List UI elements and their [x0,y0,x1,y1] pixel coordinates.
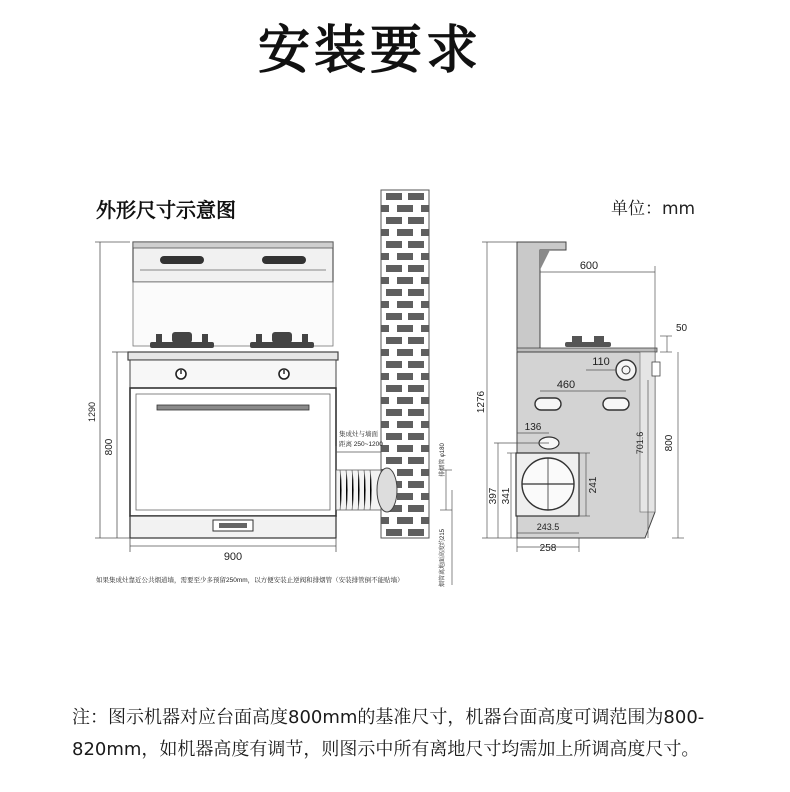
burner-left [150,332,214,348]
oven-handle [157,405,309,410]
front-view [87,190,452,587]
side-dim-243-5: 243.5 [536,522,560,532]
page-title: 安装要求 [257,21,482,81]
side-slot-right [603,398,629,410]
dim-width: 900 [223,551,243,563]
side-dim-136: 136 [524,422,542,433]
duct-diameter-label: 排烟管 φ180 [440,443,446,477]
hood-vent-left [160,256,204,264]
side-dim-460: 460 [556,379,576,391]
installation-note: 注：图示机器对应台面高度800mm的基准尺寸，机器台面高度可调范围为800-820mm，如机器高度有调节，则图示中所有离地尺寸均需加上所调高度尺寸。 [72,707,705,760]
side-dim-110: 110 [592,356,610,368]
side-view [476,242,688,554]
wall-distance-value: 距离 250~1200 [339,441,383,448]
wall-distance-label: 集成灶与墙面 [339,431,378,438]
dim-total-height: 1290 [87,401,97,423]
side-dim-600: 600 [579,260,599,272]
dim-body-height: 800 [104,438,115,456]
side-dim-241: 241 [588,476,599,494]
side-dim-height: 1276 [476,390,487,414]
hood-vent-right [262,256,306,264]
side-dim-800: 800 [664,434,675,452]
unit-label: 单位：mm [611,199,696,219]
side-slot-left [535,398,561,410]
duct-flange [377,468,397,512]
section-title: 外形尺寸示意图 [96,198,236,222]
side-dim-50: 50 [676,323,688,334]
side-outlet [616,360,636,380]
front-footnote: 如果集成灶靠近公共烟道墙，需要至少多预留250mm，以方便安装止逆阀和排烟管（安装排管倒不能贴墙） [96,577,404,584]
side-dim-258: 258 [539,543,557,554]
side-dim-701-6: 701.6 [635,431,645,455]
duct-height-label: 烟管离地面高度约215 [440,528,446,588]
countertop [128,352,338,360]
side-dim-341: 341 [501,487,512,505]
side-burner [565,336,611,347]
burner-right [250,332,314,348]
control-panel [130,360,336,388]
side-dim-397: 397 [488,487,499,505]
